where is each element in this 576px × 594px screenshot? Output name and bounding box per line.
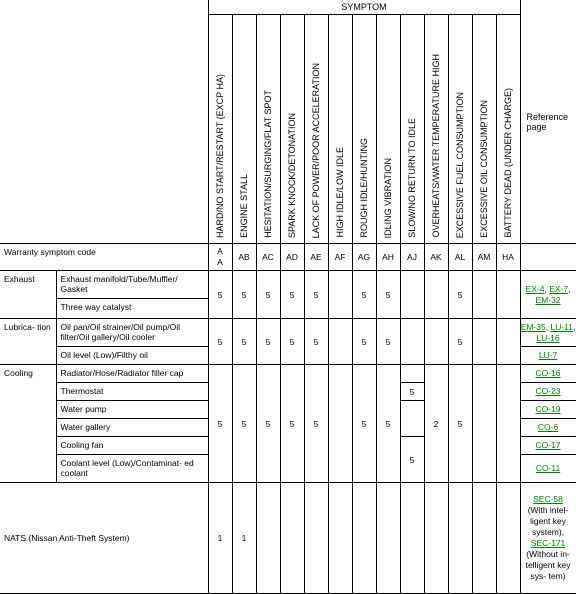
value-cell — [328, 271, 352, 319]
value-cell: 5 — [304, 271, 328, 319]
value-cell — [472, 271, 496, 319]
ref-link[interactable]: EM-35 — [520, 321, 546, 332]
item-label: Thermostat — [56, 383, 208, 401]
value-cell: 5 — [352, 271, 376, 319]
symptom-code: AG — [352, 244, 376, 271]
column-header: BATTERY DEAD (UNDER CHARGE) — [496, 15, 520, 244]
group-exhaust: Exhaust — [0, 271, 56, 319]
ref-link[interactable]: EX-4 — [525, 283, 545, 294]
ref-link[interactable]: CO-23 — [535, 386, 561, 396]
group-lubrication: Lubrica- tion — [0, 319, 56, 365]
item-label: Water pump — [56, 401, 208, 419]
symptom-code: AK — [424, 244, 448, 271]
value-cell — [472, 365, 496, 483]
ref-link[interactable]: SEC-58 — [533, 494, 563, 504]
value-cell — [280, 483, 304, 594]
value-cell — [328, 365, 352, 483]
value-cell — [496, 271, 520, 319]
column-header: LACK OF POWER/POOR ACCELERATION — [304, 15, 328, 244]
item-label: Oil level (Low)/Filthy oil — [56, 347, 208, 365]
reference-cell — [520, 383, 576, 401]
column-header: HESITATION/SURGING/FLAT SPOT — [256, 15, 280, 244]
value-cell: 5 — [400, 383, 424, 401]
value-cell: 5 — [256, 365, 280, 483]
value-cell — [424, 483, 448, 594]
value-cell: 5 — [304, 365, 328, 483]
symptom-code: AD — [280, 244, 304, 271]
value-cell: 5 — [280, 319, 304, 365]
value-cell — [256, 483, 280, 594]
symptom-code: AL — [448, 244, 472, 271]
symptom-code: A A — [208, 244, 232, 271]
item-label: Three way catalyst — [56, 299, 208, 319]
value-cell — [496, 483, 520, 594]
reference-cell — [520, 483, 576, 594]
column-header: IDLING VIBRATION — [376, 15, 400, 244]
value-cell: 5 — [376, 271, 400, 319]
item-label: Oil pan/Oil strainer/Oil pump/Oil filter/Oil gallery/Oil cooler — [56, 319, 208, 347]
symptom-code: HA — [496, 244, 520, 271]
value-cell: 5 — [232, 365, 256, 483]
item-label: Water gallery — [56, 419, 208, 437]
reference-cell — [520, 244, 576, 271]
reference-cell — [520, 437, 576, 455]
reference-heading: Reference page — [520, 0, 576, 244]
symptom-code: AF — [328, 244, 352, 271]
value-cell: 5 — [280, 365, 304, 483]
value-cell: 5 — [448, 271, 472, 319]
corner-cell — [0, 0, 208, 244]
value-cell: 5 — [400, 437, 424, 483]
column-header: HARD/NO START/RESTART (EXCP HA) — [208, 15, 232, 244]
value-cell: 1 — [232, 483, 256, 594]
value-cell: 5 — [448, 319, 472, 365]
value-cell — [400, 401, 424, 419]
column-header: SPARK KNOCK/DETONATION — [280, 15, 304, 244]
column-header: HIGH IDLE/LOW IDLE — [328, 15, 352, 244]
reference-cell — [520, 365, 576, 383]
symptom-code: AM — [472, 244, 496, 271]
column-header: EXCESSIVE OIL CONSUMPTION — [472, 15, 496, 244]
ref-link[interactable]: CO-6 — [537, 422, 559, 432]
value-cell: 5 — [376, 319, 400, 365]
symptom-code: AB — [232, 244, 256, 271]
value-cell: 5 — [280, 271, 304, 319]
item-label: Exhaust manifold/Tube/Muffler/ Gasket — [56, 271, 208, 299]
value-cell: 5 — [208, 271, 232, 319]
ref-note: (With intel- ligent key system), — [527, 505, 569, 537]
value-cell: 1 — [208, 483, 232, 594]
value-cell: 5 — [256, 319, 280, 365]
value-cell: 5 — [352, 365, 376, 483]
ref-link[interactable]: CO-11 — [535, 463, 561, 473]
symptom-code: AE — [304, 244, 328, 271]
value-cell — [472, 319, 496, 365]
column-header: SLOW/NO RETURN TO IDLE — [400, 15, 424, 244]
value-cell: 5 — [208, 365, 232, 483]
ref-link[interactable]: EM-32 — [535, 294, 561, 305]
value-cell: 5 — [376, 365, 400, 483]
value-cell — [496, 319, 520, 365]
item-label: Cooling fan — [56, 437, 208, 455]
value-cell — [472, 483, 496, 594]
value-cell: 5 — [232, 271, 256, 319]
ref-link[interactable]: EX-7 — [549, 283, 569, 294]
value-cell — [400, 271, 424, 319]
symptom-code: AC — [256, 244, 280, 271]
column-header: ROUGH IDLE/HUNTING — [352, 15, 376, 244]
ref-link[interactable]: LU-16 — [536, 332, 560, 343]
ref-link[interactable]: SEC-171 — [530, 538, 566, 548]
item-label: Coolant level (Low)/Contaminat- ed coolant — [56, 455, 208, 483]
column-header: EXCESSIVE FUEL CONSUMPTION — [448, 15, 472, 244]
ref-link[interactable]: LU-7 — [538, 350, 558, 360]
value-cell — [304, 483, 328, 594]
value-cell: 5 — [352, 319, 376, 365]
value-cell: 5 — [208, 319, 232, 365]
value-cell: 5 — [448, 365, 472, 483]
value-cell: 5 — [304, 319, 328, 365]
value-cell — [400, 319, 424, 365]
value-cell — [352, 483, 376, 594]
value-cell — [448, 483, 472, 594]
item-label: Radiator/Hose/Radiator filler cap — [56, 365, 208, 383]
symptom-code: AJ — [400, 244, 424, 271]
value-cell — [400, 365, 424, 383]
value-cell — [328, 319, 352, 365]
value-cell: 2 — [424, 365, 448, 483]
ref-link[interactable]: CO-16 — [535, 368, 561, 378]
value-cell — [328, 483, 352, 594]
reference-cell: EM-35, LU-11, LU-16 — [520, 319, 576, 347]
reference-cell — [520, 419, 576, 437]
group-nats: NATS (Nissan Anti-Theft System) — [0, 483, 208, 594]
value-cell: 5 — [256, 271, 280, 319]
reference-cell — [520, 455, 576, 483]
reference-cell — [520, 401, 576, 419]
value-cell — [424, 271, 448, 319]
symptom-code: AH — [376, 244, 400, 271]
value-cell — [496, 365, 520, 483]
ref-link[interactable]: CO-17 — [535, 440, 561, 450]
group-cooling: Cooling — [0, 365, 56, 483]
value-cell — [400, 483, 424, 594]
column-header: OVERHEATS/WATER TEMPERATURE HIGH — [424, 15, 448, 244]
reference-cell: EX-4, EX-7, EM-32 — [520, 271, 576, 319]
value-cell — [400, 419, 424, 437]
ref-link[interactable]: CO-19 — [535, 404, 561, 414]
symptom-heading: SYMPTOM — [208, 0, 520, 15]
ref-note: (Without in- telligent key sys- tem) — [525, 549, 571, 581]
value-cell — [376, 483, 400, 594]
value-cell: 5 — [232, 319, 256, 365]
ref-link[interactable]: LU-11 — [550, 321, 573, 332]
column-header: ENGINE STALL — [232, 15, 256, 244]
value-cell — [424, 319, 448, 365]
warranty-label: Warranty symptom code — [0, 244, 208, 271]
reference-cell — [520, 347, 576, 365]
